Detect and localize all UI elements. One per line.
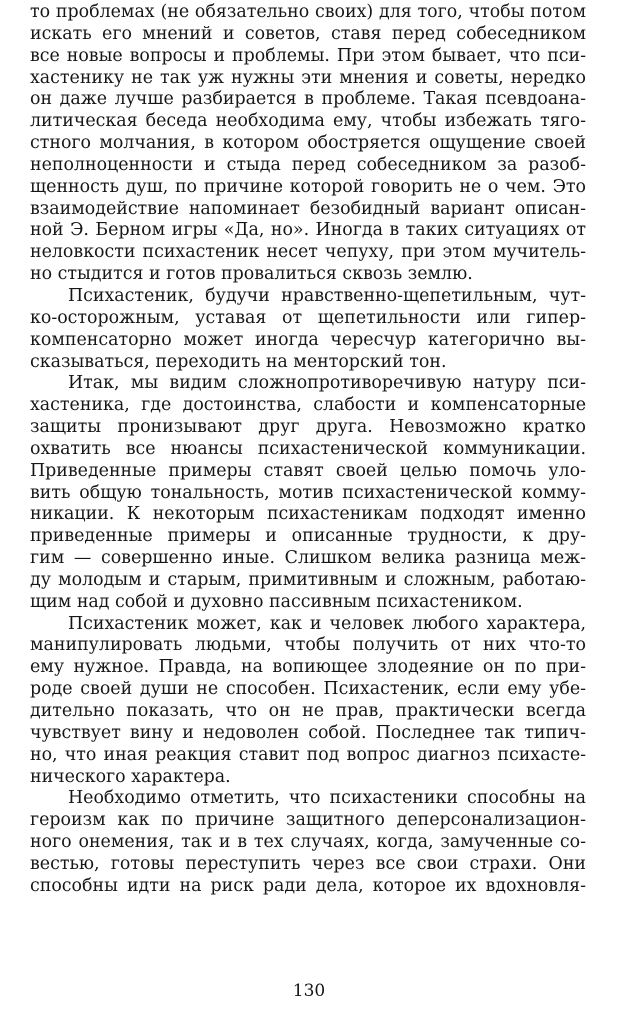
paragraph <box>30 286 586 373</box>
text-line: ему нужное. Правда, на вопиющее злодеяние он по при- <box>30 657 586 678</box>
text-line: Необходимо отметить, что психастеники способны на <box>68 788 586 809</box>
text-line: способны идти на риск ради дела, которое их вдохновля- <box>30 875 586 896</box>
text-line: защиты пронизывают друг друга. Невозможно кратко <box>30 417 586 438</box>
text-line: взаимодействие напоминает безобидный вариант описан- <box>30 198 586 219</box>
text-line: искать его мнений и советов, ставя перед собеседником <box>30 23 586 44</box>
text-line: охватить все нюансы психастенической коммуникации. <box>30 438 586 459</box>
text-line: манипулировать людьми, чтобы получить от них что-то <box>30 635 586 656</box>
paragraph <box>30 373 586 613</box>
text-line: ной Э. Берном игры «Да, но». Иногда в таких ситуациях от <box>30 220 586 241</box>
paragraph <box>30 614 586 789</box>
text-line: но стыдится и готов провалиться сквозь землю. <box>30 264 473 285</box>
text-line: вить общую тональность, мотив психастенической комму- <box>30 482 586 503</box>
text-line: сказываться, переходить на менторский тон. <box>30 351 447 372</box>
text-line: Психастеник, будучи нравственно-щепетильным, чут- <box>68 285 586 306</box>
text-line: щим над собой и духовно пассивным психастеником. <box>30 591 523 612</box>
text-line: вестью, готовы переступить через все свои страхи. Они <box>30 853 586 874</box>
text-line: щенность душ, по причине которой говорить не о чем. Это <box>30 176 586 197</box>
text-line: Психастеник может, как и человек любого характера, <box>68 613 586 634</box>
text-line: чувствует вину и недоволен собой. Последнее так типич- <box>30 722 586 743</box>
text-line: никации. К некоторым психастеникам подходят именно <box>30 504 586 525</box>
text-line: гим — совершенно иные. Слишком велика разница меж- <box>30 548 586 569</box>
text-line: все новые вопросы и проблемы. При этом бывает, что пси- <box>30 45 586 66</box>
text-line: он даже лучше разбирается в проблеме. Такая псевдоана- <box>30 89 586 110</box>
text-line: хастеника, где достоинства, слабости и компенсаторные <box>30 395 586 416</box>
text-line: хастенику не так уж нужны эти мнения и советы, нередко <box>30 67 586 88</box>
paragraph <box>30 2 586 286</box>
text-line: ного онемения, так и в тех случаях, когда, замученные со- <box>30 832 586 853</box>
body-text <box>30 2 586 898</box>
page-number: 130 <box>292 981 326 1001</box>
text-line: ду молодым и старым, примитивным и сложным, работаю- <box>30 569 586 590</box>
text-line: но, что иная реакция ставит под вопрос диагноз психасте- <box>30 744 586 765</box>
text-line: Приведенные примеры ставят своей целью помочь уло- <box>30 460 586 481</box>
text-line: неполноценности и стыда перед собеседником за разоб- <box>30 154 586 175</box>
text-line: то проблемах (не обязательно своих) для того, чтобы потом <box>30 2 586 22</box>
text-line: героизм как по причине защитного деперсонализацион- <box>30 810 586 831</box>
text-line: неловкости психастеник несет чепуху, при этом мучитель- <box>30 242 586 263</box>
text-line: Итак, мы видим сложнопротиворечивую натуру пси- <box>68 373 586 394</box>
text-line: литическая беседа необходима ему, чтобы избежать тяго- <box>30 111 586 132</box>
text-line: приведенные примеры и описанные трудности, к дру- <box>30 526 586 547</box>
text-line: компенсаторно может иногда чересчур категорично вы- <box>30 329 586 350</box>
text-line: стного молчания, в котором обостряется ощущение своей <box>30 133 586 154</box>
paragraph <box>30 788 586 897</box>
text-line: нического характера. <box>30 766 231 787</box>
text-line: ко-осторожным, уставая от щепетильности или гипер- <box>30 307 586 328</box>
text-line: дительно показать, что он не прав, практически всегда <box>30 701 586 721</box>
text-line: роде своей души не способен. Психастеник, если ему убе- <box>30 679 586 700</box>
